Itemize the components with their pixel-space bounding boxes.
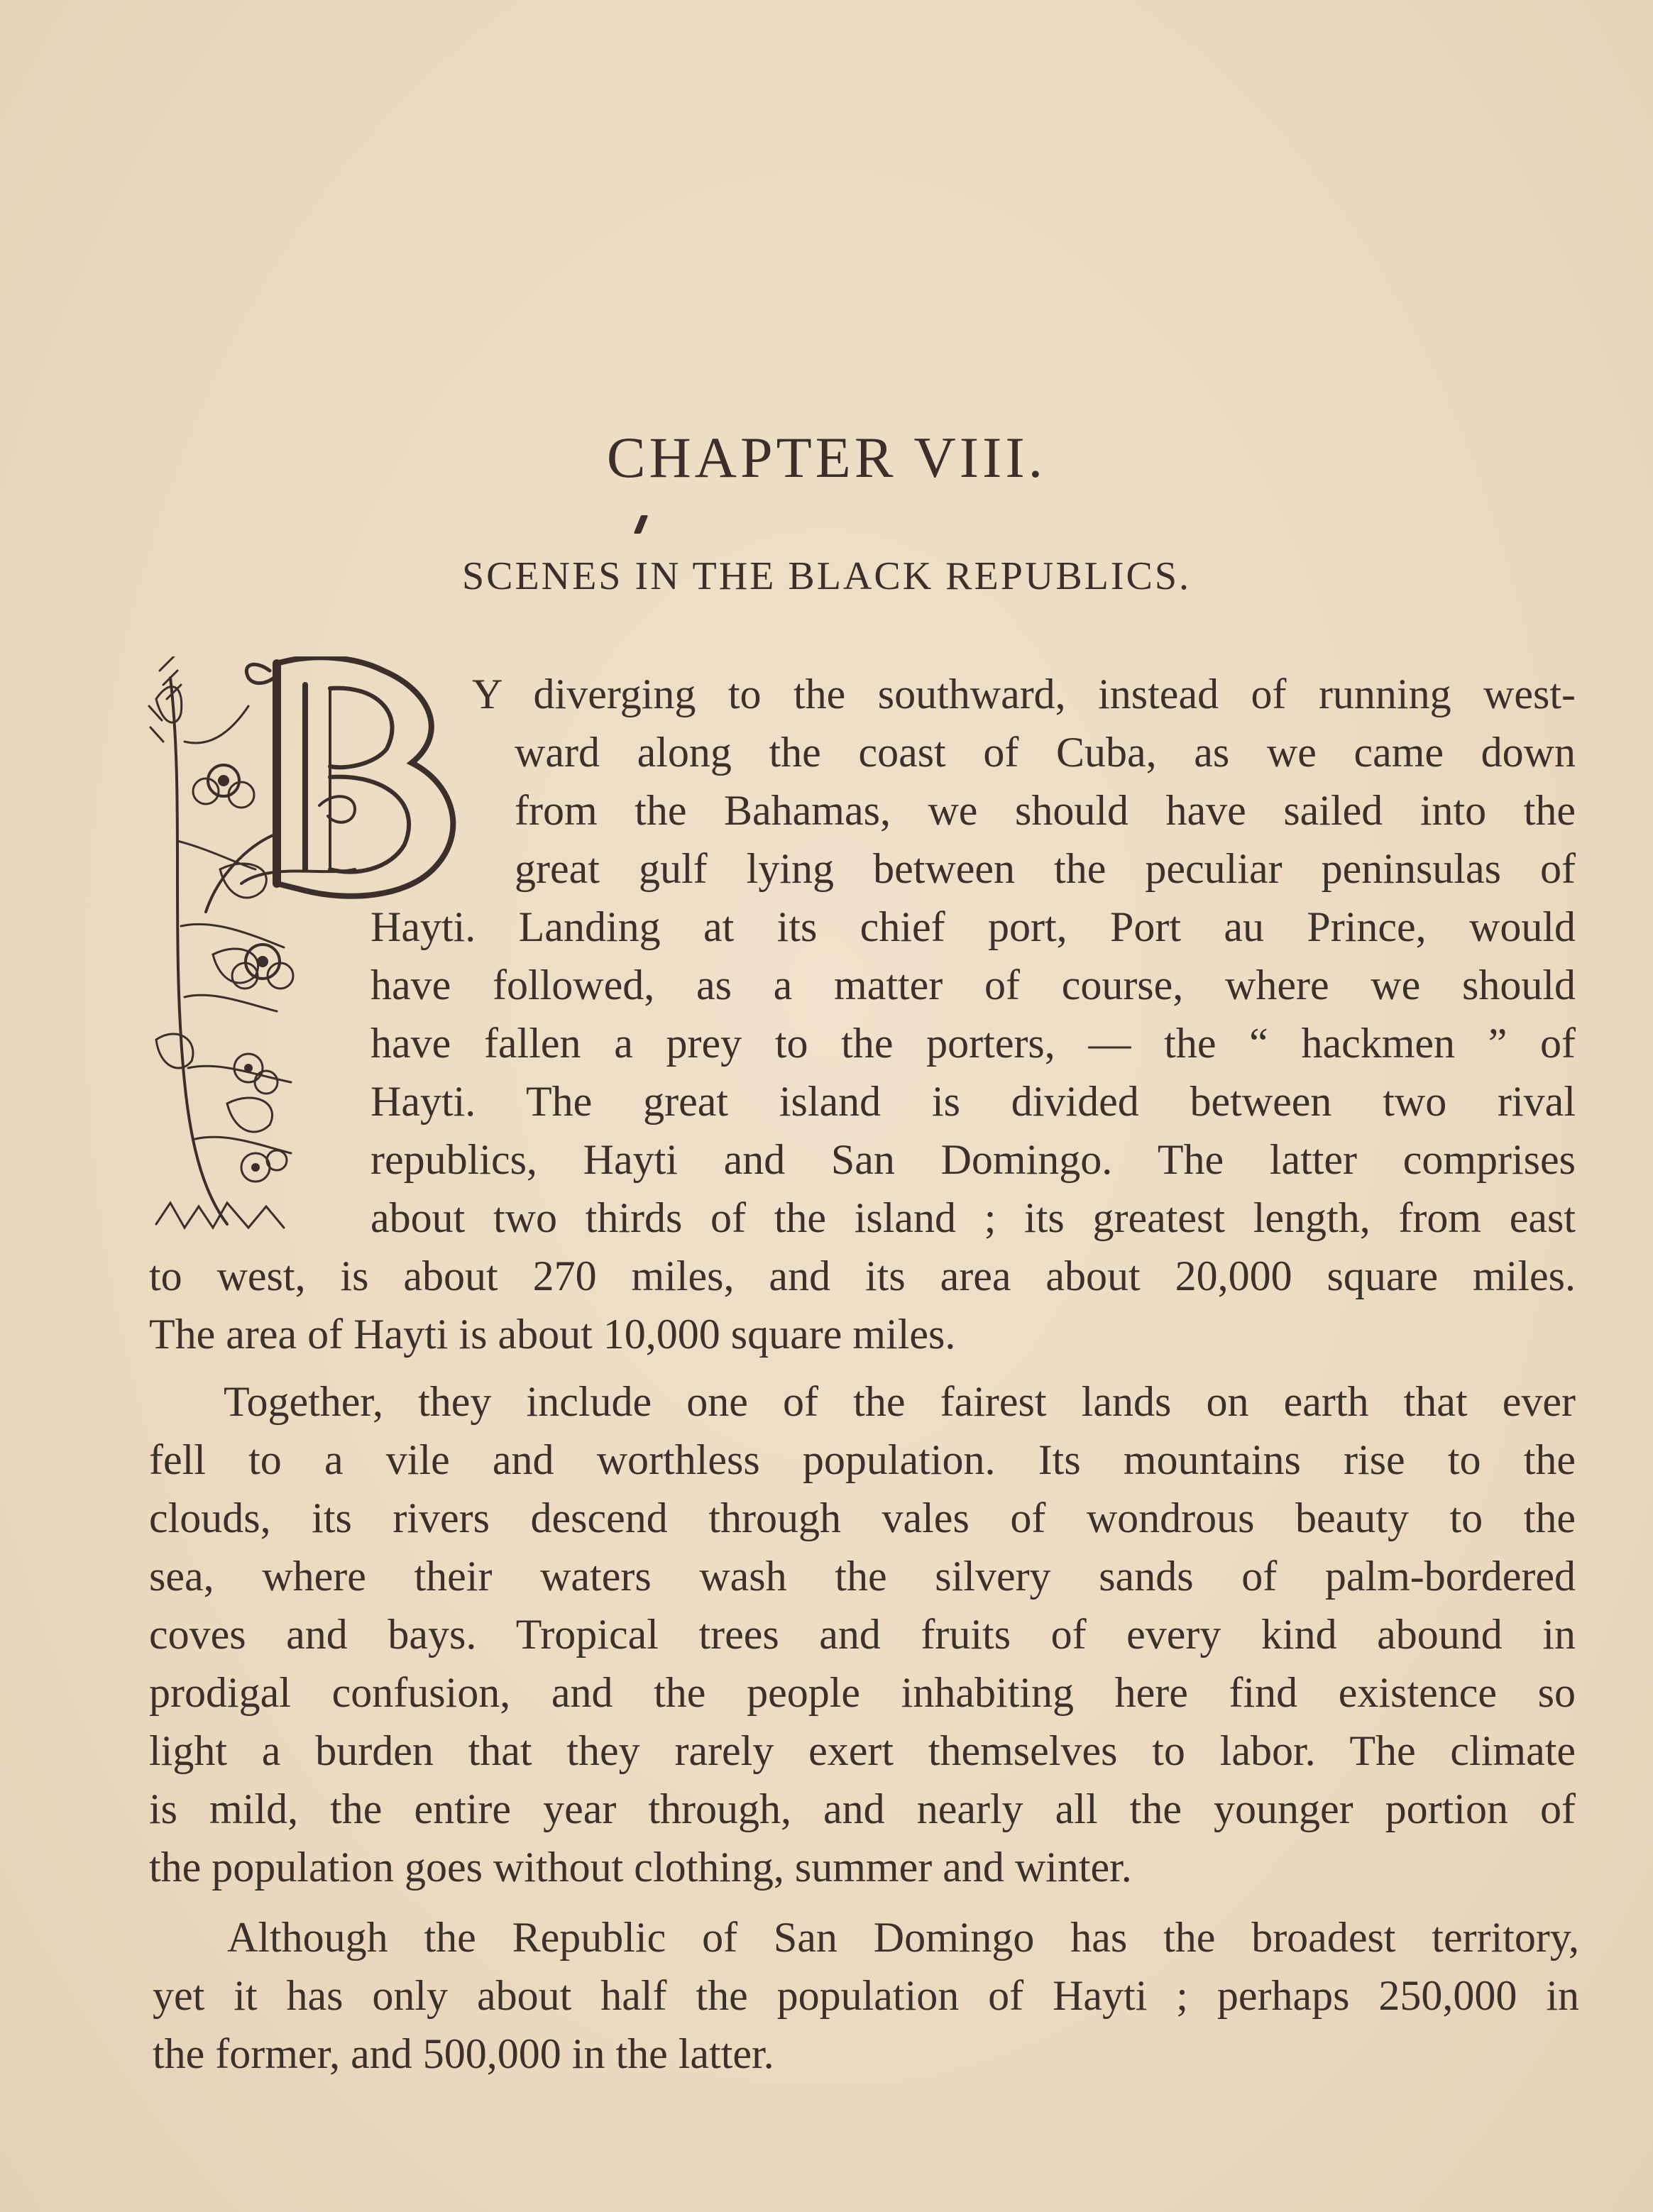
text-line: have fallen a prey to the porters, — the “ hackmen ” of (370, 1020, 1576, 1067)
text-line: about two thirds of the island ; its greatest length, from east (370, 1194, 1576, 1241)
text-line: have followed, as a matter of course, where we should (370, 962, 1576, 1008)
text-line: yet it has only about half the population of Hayti ; perhaps 250,000 in (153, 1972, 1579, 2019)
text-line: fell to a vile and worthless population. Its mountains rise to the (149, 1436, 1576, 1483)
pencil-mark (634, 515, 649, 534)
chapter-heading: CHAPTER VIII. (606, 425, 1047, 490)
text-line: republics, Hayti and San Domingo. The latter comprises (370, 1136, 1576, 1183)
text-line: is mild, the entire year through, and nearly all the younger portion of (149, 1785, 1576, 1832)
text-line: light a burden that they rarely exert themselves to labor. The climate (149, 1727, 1576, 1774)
text-line: from the Bahamas, we should have sailed into the (515, 787, 1576, 834)
chapter-subheading: SCENES IN THE BLACK REPUBLICS. (461, 554, 1192, 598)
text-line: the former, and 500,000 in the latter. (153, 2030, 774, 2077)
text-line: prodigal confusion, and the people inhabiting here find existence so (149, 1669, 1576, 1716)
text-line: coves and bays. Tropical trees and fruits of every kind abound in (149, 1611, 1576, 1658)
text-line: Y diverging to the southward, instead of running west- (472, 671, 1576, 717)
text-line: Hayti. Landing at its chief port, Port au Prince, would (370, 903, 1576, 950)
text-line: Together, they include one of the fairest lands on earth that ever (224, 1378, 1576, 1425)
text-line: to west, is about 270 miles, and its area about 20,000 square miles. (149, 1253, 1576, 1299)
text-line: The area of Hayti is about 10,000 square miles. (149, 1311, 956, 1358)
text-line: clouds, its rivers descend through vales of wondrous beauty to the (149, 1495, 1576, 1541)
text-line: Hayti. The great island is divided between two rival (370, 1078, 1576, 1125)
text-line: the population goes without clothing, summer and winter. (149, 1844, 1132, 1891)
text-line: Although the Republic of San Domingo has the broadest territory, (227, 1914, 1579, 1961)
text-line: ward along the coast of Cuba, as we came down (515, 729, 1576, 776)
text-line: great gulf lying between the peculiar peninsulas of (515, 845, 1576, 892)
text-line: sea, where their waters wash the silvery sands of palm-bordered (149, 1553, 1576, 1600)
